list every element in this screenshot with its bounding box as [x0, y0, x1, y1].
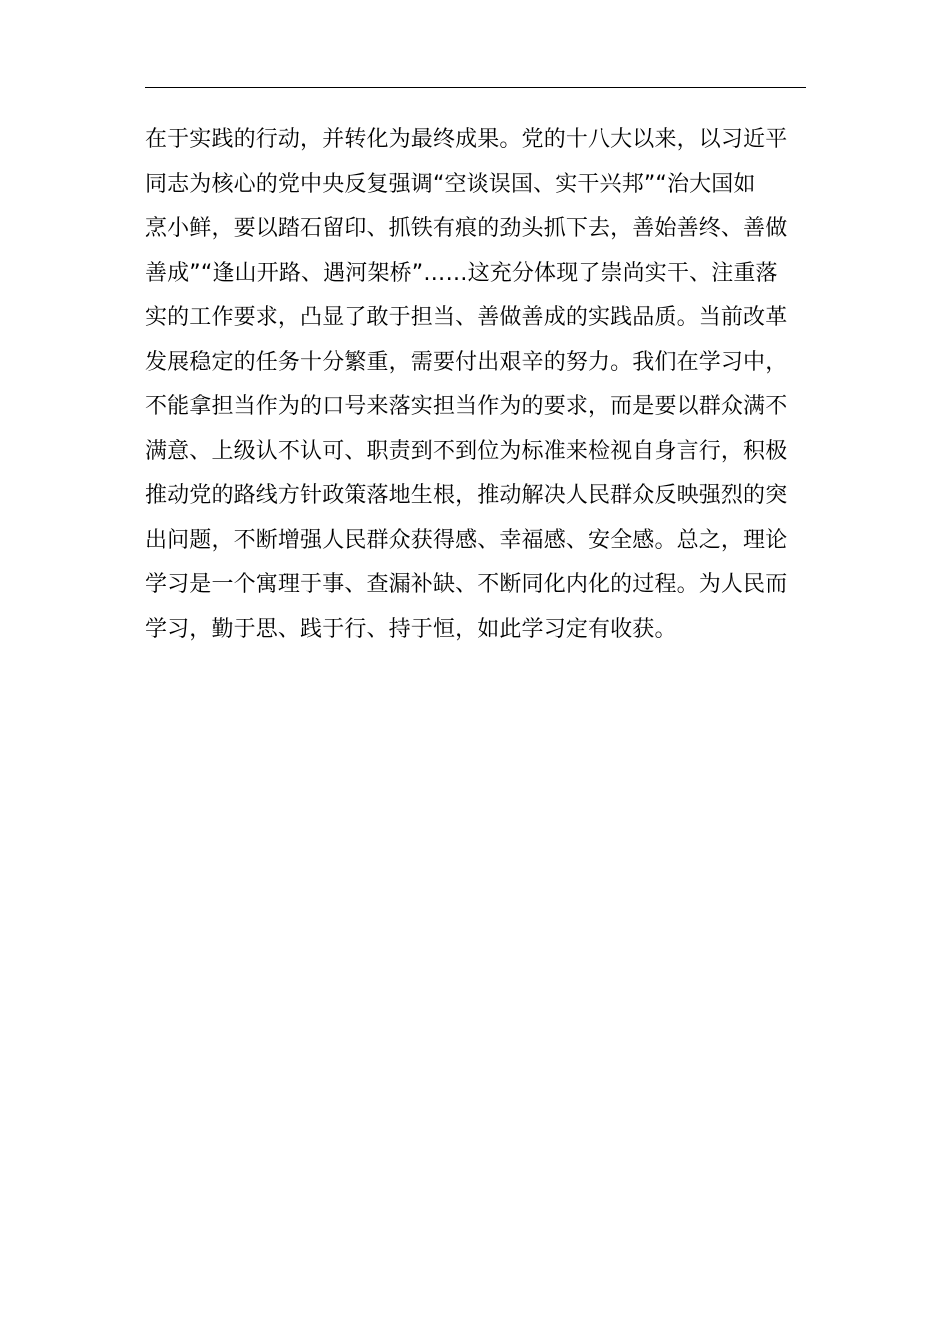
text-line: 发展稳定的任务十分繁重，需要付出艰辛的努力。我们在学习中，: [145, 349, 788, 375]
text-line: 推动党的路线方针政策落地生根，推动解决人民群众反映强烈的突: [145, 483, 788, 508]
text-line: 同志为核心的党中央反复强调“空谈误国、实干兴邦”“治大国如: [145, 171, 756, 197]
text-line: 善成”“逢山开路、遇河架桥”……这充分体现了崇尚实干、注重落: [145, 260, 778, 286]
text-line: 学习是一个寓理于事、查漏补缺、不断同化内化的过程。为人民而: [145, 572, 788, 597]
text-line: 学习，勤于思、践于行、持于恒，如此学习定有收获。: [145, 616, 677, 642]
text-line: 出问题，不断增强人民群众获得感、幸福感、安全感。总之，理论: [145, 527, 788, 553]
text-line: 实的工作要求，凸显了敢于担当、善做善成的实践品质。当前改革: [145, 305, 788, 330]
text-line: 烹小鲜，要以踏石留印、抓铁有痕的劲头抓下去，善始善终、善做: [145, 216, 788, 241]
body-paragraph: [145, 118, 825, 652]
header-rule: [145, 87, 806, 88]
text-line: 在于实践的行动，并转化为最终成果。党的十八大以来，以习近平: [145, 127, 788, 152]
text-line: 不能拿担当作为的口号来落实担当作为的要求，而是要以群众满不: [145, 394, 788, 419]
text-line: 满意、上级认不认可、职责到不到位为标准来检视自身言行，积极: [145, 438, 788, 464]
